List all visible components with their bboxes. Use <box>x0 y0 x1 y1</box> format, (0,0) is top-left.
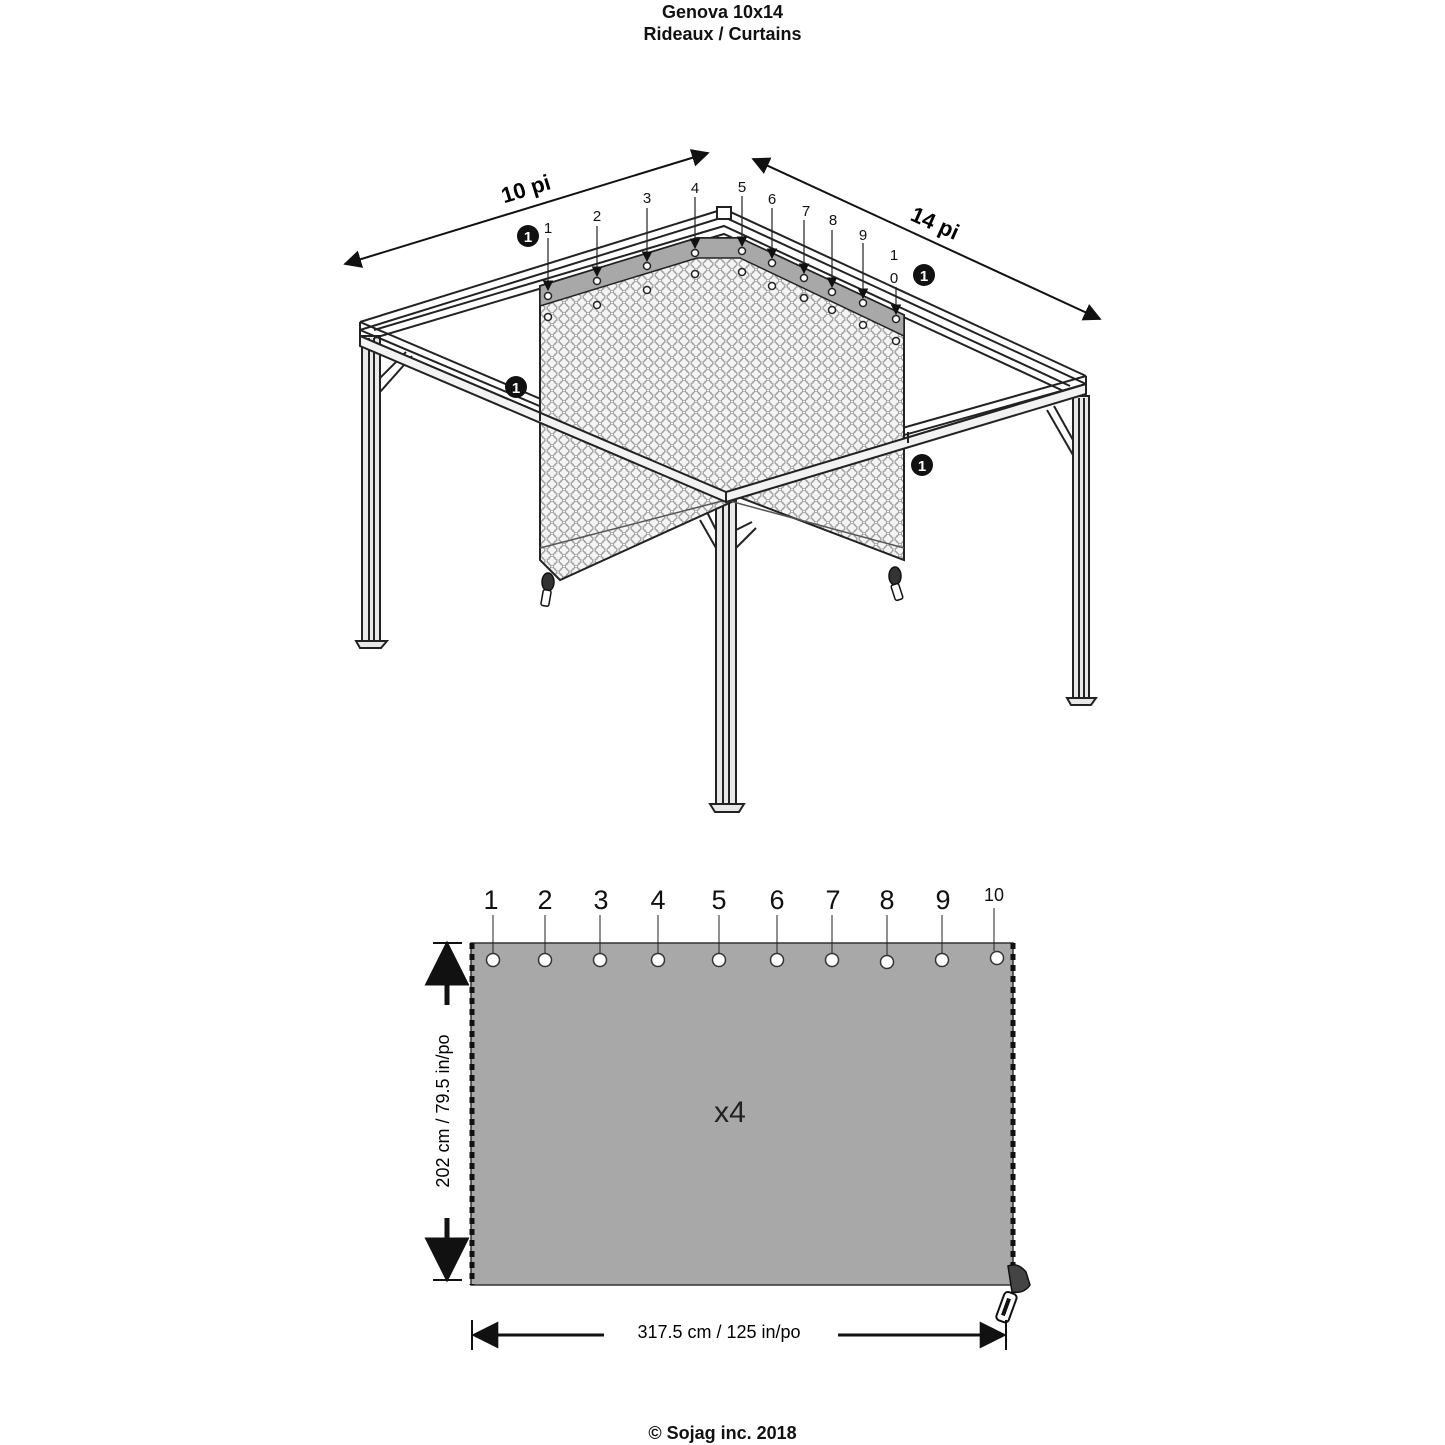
grommet-number: 8 <box>828 212 838 229</box>
grommet-number: 4 <box>650 885 666 915</box>
zipper-icon <box>889 567 903 601</box>
grommet-number: 1 <box>543 220 553 237</box>
quantity-label: x4 <box>714 1096 746 1129</box>
step-marker-badge <box>911 454 933 476</box>
height-label: 202 cm / 79.5 in/po <box>433 1034 453 1188</box>
step-marker-badge <box>505 376 527 398</box>
diagram-subtitle: Rideaux / Curtains <box>643 24 802 44</box>
grommet-number: 2 <box>537 885 553 915</box>
grommet-number: 0 <box>889 270 899 287</box>
grommet-number: 9 <box>935 885 951 915</box>
grommet-number: 7 <box>825 885 841 915</box>
grommet-number: 3 <box>593 885 609 915</box>
step-number: 1 <box>919 268 929 285</box>
step-number: 1 <box>511 380 521 397</box>
grommet-number: 10 <box>983 885 1005 905</box>
grommet-number: 5 <box>711 885 727 915</box>
height-dimension <box>433 943 462 1280</box>
step-marker-badge <box>913 264 935 286</box>
grommet-number: 4 <box>690 180 700 197</box>
grommet-number: 8 <box>879 885 895 915</box>
grommet-number: 1 <box>483 885 499 915</box>
step-marker-badge <box>517 225 539 247</box>
step-number: 1 <box>917 458 927 475</box>
gazebo-illustration <box>345 153 1100 812</box>
grommet-number: 9 <box>858 227 868 244</box>
grommet-number: 6 <box>767 191 777 208</box>
width-dimension <box>472 1320 1006 1350</box>
panel-grommet-numbers <box>483 885 1004 915</box>
grommet-number: 7 <box>801 203 811 220</box>
copyright-notice: © Sojag inc. 2018 <box>648 1423 797 1443</box>
zipper-icon <box>541 573 554 607</box>
grommet-number: 2 <box>592 208 602 225</box>
grommet-number: 5 <box>737 179 747 196</box>
depth-label: 14 pi <box>907 201 964 245</box>
step-number: 1 <box>523 229 533 246</box>
grommet-number: 6 <box>769 885 785 915</box>
diagram-title: Genova 10x14 <box>661 2 784 22</box>
width-label: 10 pi <box>498 169 554 209</box>
width-label: 317.5 cm / 125 in/po <box>637 1322 801 1342</box>
grommet-number: 1 <box>889 247 899 264</box>
curtain-panel-diagram <box>433 885 1030 1350</box>
grommet-number: 3 <box>642 190 652 207</box>
